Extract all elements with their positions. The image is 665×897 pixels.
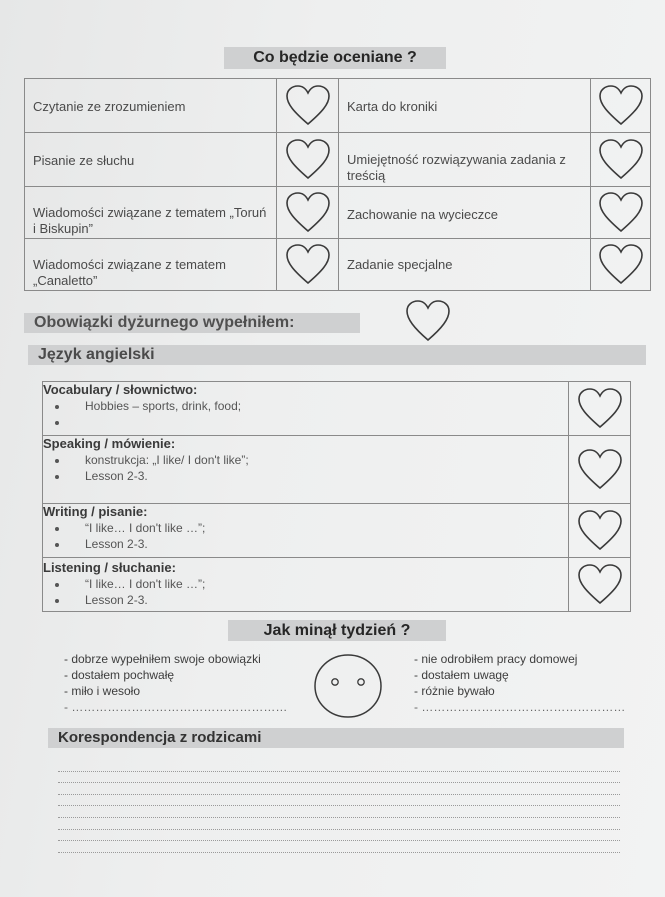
duty-label: Obowiązki dyżurnego wypełniłem: (24, 313, 360, 333)
assessment-title: Co będzie oceniane ? (224, 47, 446, 69)
table-row (43, 436, 631, 504)
bullet-list (43, 576, 568, 608)
heart-box[interactable] (277, 187, 339, 239)
criterion-label: Czytanie ze zrozumieniem (33, 99, 186, 114)
list-item: - dostałem uwagę (414, 668, 509, 682)
table-row (25, 239, 651, 291)
english-title: Język angielski (28, 345, 646, 365)
criterion-label: Pisanie ze słuchu (33, 153, 135, 168)
week-good-list (64, 651, 287, 715)
heart-box[interactable] (591, 187, 651, 239)
week-title: Jak minął tydzień ? (228, 620, 446, 641)
table-row (43, 504, 631, 558)
heart-icon (576, 509, 624, 553)
correspondence-title: Korespondencja z rodzicami (48, 728, 624, 748)
table-row (25, 133, 651, 187)
heart-box[interactable] (591, 133, 651, 187)
heart-box[interactable] (569, 436, 631, 504)
bullet-list (43, 452, 568, 484)
english-table (42, 381, 631, 612)
list-item: - dobrze wypełniłem swoje obowiązki (64, 652, 261, 666)
heart-box[interactable] (277, 239, 339, 291)
heart-icon (597, 138, 645, 182)
list-item: • “I like… I don't like …”; (69, 520, 568, 536)
list-item: - nie odrobiłem pracy domowej (414, 652, 578, 666)
table-row (43, 558, 631, 612)
heart-icon (284, 138, 332, 182)
criterion-label: Wiadomości związane z tematem „Toruń i Biskupin” (33, 205, 267, 236)
heart-box[interactable] (569, 558, 631, 612)
heart-icon (597, 84, 645, 128)
criterion-label: Zachowanie na wycieczce (347, 207, 499, 222)
section-title: Listening / słuchanie: (43, 560, 176, 575)
heart-icon (576, 387, 624, 431)
assessment-table (24, 78, 651, 291)
table-row (25, 79, 651, 133)
heart-icon (576, 448, 624, 492)
list-item: - dostałem pochwałę (64, 668, 175, 682)
bullet-list (43, 398, 568, 430)
list-item: • Lesson 2-3. (69, 536, 568, 552)
criterion-label: Wiadomości związane z tematem „Canaletto” (33, 257, 226, 288)
heart-icon (284, 191, 332, 235)
list-item-blank: - …………………………………………… (414, 700, 626, 714)
table-row (43, 382, 631, 436)
heart-icon (597, 191, 645, 235)
week-bad-list (414, 651, 625, 715)
list-item-blank: - ……………………………………………… (64, 700, 288, 714)
correspondence-lines[interactable] (58, 760, 620, 853)
heart-icon (597, 243, 645, 287)
criterion-label: Umiejętność rozwiązywania zadania z treścią (347, 152, 566, 183)
table-row (25, 187, 651, 239)
list-item: - różnie bywało (414, 684, 495, 698)
list-item (69, 414, 568, 430)
heart-box[interactable] (277, 133, 339, 187)
heart-box[interactable] (569, 504, 631, 558)
section-title: Writing / pisanie: (43, 504, 148, 519)
section-title: Speaking / mówienie: (43, 436, 176, 451)
bullet-list (43, 520, 568, 552)
heart-icon (284, 243, 332, 287)
list-item: - miło i wesoło (64, 684, 141, 698)
heart-icon (576, 563, 624, 607)
heart-box[interactable] (569, 382, 631, 436)
section-title: Vocabulary / słownictwo: (43, 382, 198, 397)
list-item: • Lesson 2-3. (69, 468, 568, 484)
list-item: • konstrukcja: „I like/ I don't like”; (69, 452, 568, 468)
criterion-label: Zadanie specjalne (347, 257, 453, 272)
heart-box[interactable] (591, 79, 651, 133)
duty-heart-icon[interactable] (404, 298, 452, 344)
list-item: • “I like… I don't like …”; (69, 576, 568, 592)
list-item: • Hobbies – sports, drink, food; (69, 398, 568, 414)
heart-box[interactable] (591, 239, 651, 291)
heart-box[interactable] (277, 79, 339, 133)
list-item: • Lesson 2-3. (69, 592, 568, 608)
face-icon (312, 652, 384, 720)
heart-icon (284, 84, 332, 128)
criterion-label: Karta do kroniki (347, 99, 438, 114)
